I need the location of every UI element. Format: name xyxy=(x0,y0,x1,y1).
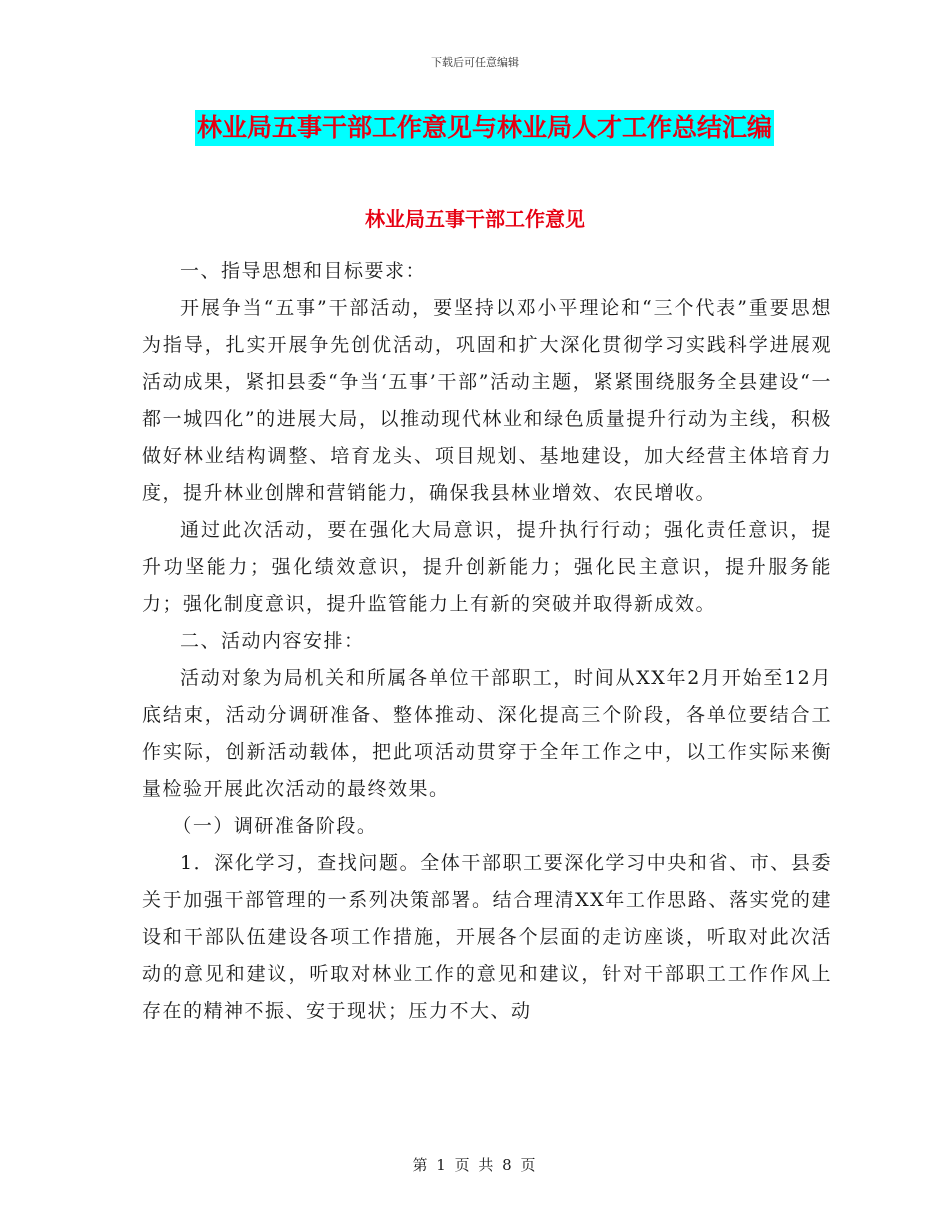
paragraph: 活动对象为局机关和所属各单位干部职工，时间从XX年2月开始至12月底结束，活动分调研准备、整体推动、深化提高三个阶段，各单位要结合工作实际，创新活动载体，把此项活动贯穿于全年工作之中，以工作实际来衡量检验开展此次活动的最终效果。 xyxy=(142,667,832,800)
heading-guiding-ideology: 一、指导思想和目标要求： xyxy=(180,260,427,282)
document-main-title: 林业局五事干部工作意见与林业局人才工作总结汇编 xyxy=(195,110,774,146)
paragraph: 通过此次活动，要在强化大局意识，提升执行行动；强化责任意识，提升功坚能力；强化绩效意识，提升创新能力；强化民主意识，提升服务能力；强化制度意识，提升监管能力上有新的突破并取得新成效。 xyxy=(142,519,832,615)
section-title: 林业局五事干部工作意见 xyxy=(365,207,585,231)
header-note: 下载后可任意编辑 xyxy=(431,56,519,69)
page-number: 第 1 页 共 8 页 xyxy=(412,1156,538,1174)
body-text xyxy=(142,253,832,1030)
heading-research-stage: （一）调研准备阶段。 xyxy=(172,815,378,837)
heading-activity-content: 二、活动内容安排： xyxy=(180,630,365,652)
paragraph: 1．深化学习，查找问题。全体干部职工要深化学习中央和省、市、县委关于加强干部管理的一系列决策部署。结合理清XX年工作思路、落实党的建设和干部队伍建设各项工作措施，开展各个层面的走访座谈，听取对此次活动的意见和建议，听取对林业工作的意见和建议，针对干部职工工作作风上存在的精神不振、安于现状；压力不大、动 xyxy=(142,852,832,1022)
paragraph: 开展争当“五事”干部活动，要坚持以邓小平理论和“三个代表”重要思想为指导，扎实开展争先创优活动，巩固和扩大深化贯彻学习实践科学进展观活动成果，紧扣县委“争当‘五事’干部”活动主题，紧紧围绕服务全县建设“一都一城四化”的进展大局，以推动现代林业和绿色质量提升行动为主线，积极做好林业结构调整、培育龙头、项目规划、基地建设，加大经营主体培育力度，提升林业创牌和营销能力，确保我县林业增效、农民增收。 xyxy=(142,297,832,504)
